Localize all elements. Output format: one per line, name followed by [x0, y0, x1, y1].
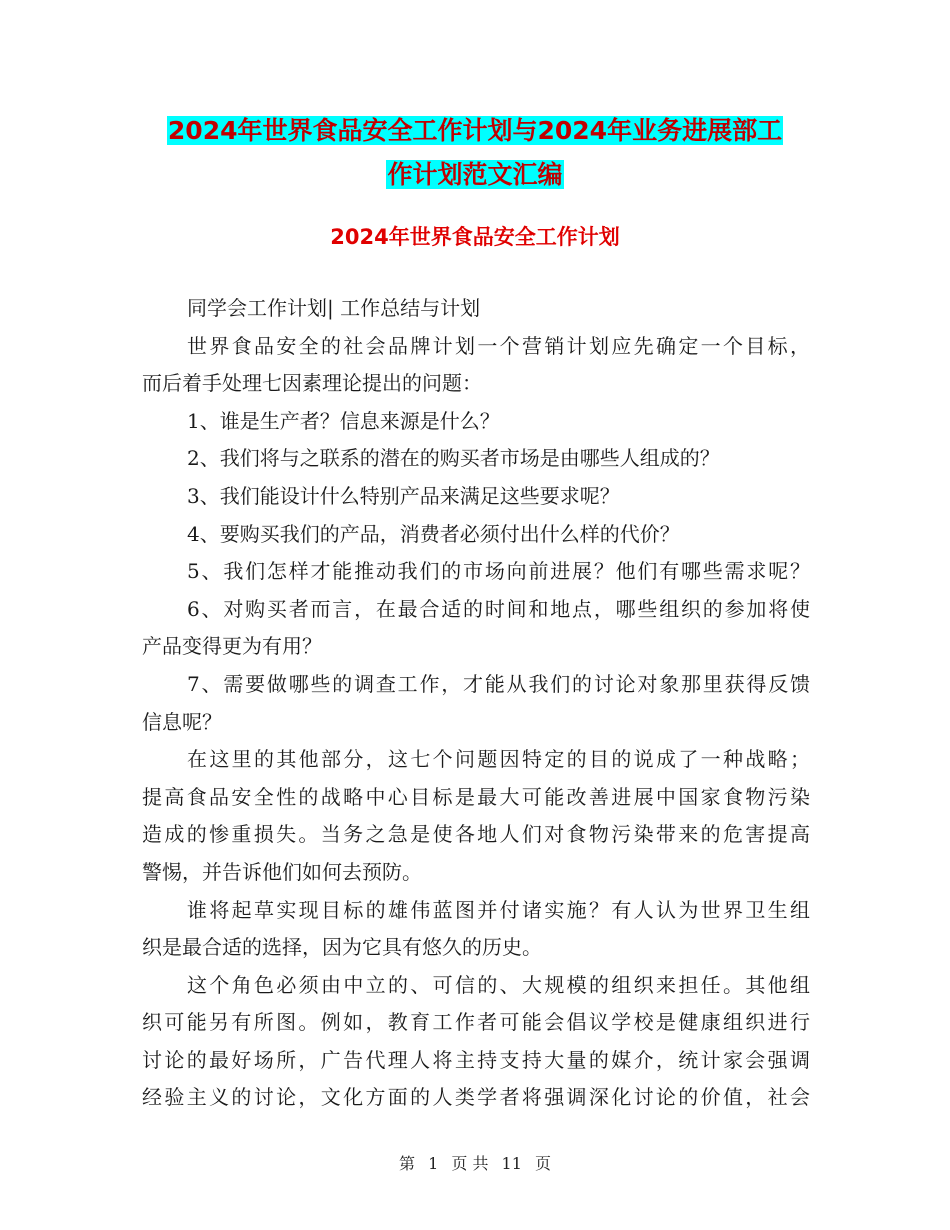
- paragraph-line: 织是最合适的选择，因为它具有悠久的历史。: [142, 935, 542, 960]
- list-item: 5、我们怎样才能推动我们的市场向前进展？他们有哪些需求呢？: [187, 559, 810, 584]
- paragraph-line: 讨论的最好场所，广告代理人将主持支持大量的媒介，统计家会强调: [142, 1047, 810, 1072]
- body-text: [142, 290, 810, 1117]
- list-item: 1、谁是生产者？信息来源是什么？: [187, 408, 500, 433]
- section-heading: 2024年世界食品安全工作计划: [330, 225, 620, 249]
- paragraph-line: 谁将起草实现目标的雄伟蓝图并付诸实施？有人认为世界卫生组: [187, 897, 810, 922]
- document-title: [0, 112, 950, 150]
- document-title-continued: [0, 156, 950, 194]
- list-item: 6、对购买者而言，在最合适的时间和地点，哪些组织的参加将使: [187, 596, 810, 621]
- paragraph-line: 世界食品安全的社会品牌计划一个营销计划应先确定一个目标，: [187, 333, 810, 358]
- list-item-continued: 信息呢？: [142, 709, 222, 734]
- document-title-line-2: 作计划范文汇编: [387, 160, 563, 189]
- paragraph-line: 造成的惨重损失。当务之急是使各地人们对食物污染带来的危害提高: [142, 822, 810, 847]
- paragraph-line: 经验主义的讨论，文化方面的人类学者将强调深化讨论的价值，社会: [142, 1085, 810, 1110]
- list-item: 3、我们能设计什么特别产品来满足这些要求呢？: [187, 483, 620, 508]
- paragraph-line: 在这里的其他部分，这七个问题因特定的目的说成了一种战略；: [187, 747, 810, 772]
- paragraph-line: 警惕，并告诉他们如何去预防。: [142, 859, 422, 884]
- page-total: 11: [501, 1154, 522, 1173]
- paragraph-line: 而后着手处理七因素理论提出的问题：: [142, 371, 482, 396]
- paragraph-line: 提高食品安全性的战略中心目标是最大可能改善进展中国家食物污染: [142, 784, 810, 809]
- list-item: 4、要购买我们的产品，消费者必须付出什么样的代价？: [187, 521, 680, 546]
- footer-prefix: 第: [398, 1154, 415, 1173]
- paragraph-line: 同学会工作计划| 工作总结与计划: [187, 296, 481, 320]
- paragraph-line: 织可能另有所图。例如，教育工作者可能会倡议学校是健康组织进行: [142, 1010, 810, 1035]
- footer-middle: 页 共: [451, 1154, 489, 1173]
- document-title-line-1: 2024年世界食品安全工作计划与2024年业务进展部工: [167, 116, 783, 145]
- list-item: 7、需要做哪些的调查工作，才能从我们的讨论对象那里获得反馈: [187, 671, 810, 696]
- list-item: 2、我们将与之联系的潜在的购买者市场是由哪些人组成的？: [187, 446, 720, 471]
- paragraph-line: 这个角色必须由中立的、可信的、大规模的组织来担任。其他组: [187, 972, 810, 997]
- page-footer: [0, 1152, 950, 1176]
- page-number: 1: [428, 1154, 439, 1173]
- footer-suffix: 页: [535, 1154, 552, 1173]
- list-item-continued: 产品变得更为有用？: [142, 634, 322, 659]
